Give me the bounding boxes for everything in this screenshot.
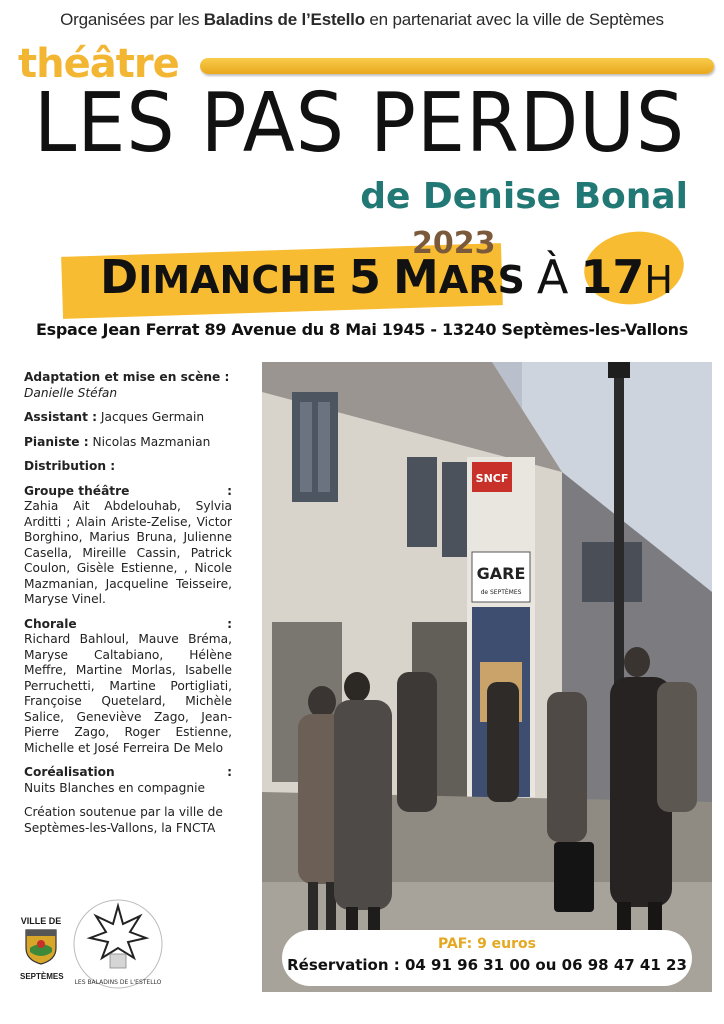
genre-label: théâtre bbox=[18, 41, 179, 87]
city-logo bbox=[20, 916, 62, 996]
city-logo-bottom: SEPTÈMES bbox=[20, 972, 64, 981]
date-line bbox=[100, 250, 673, 304]
paf-price: PAF: 9 euros bbox=[437, 936, 536, 952]
organizer-prefix: Organisées par les bbox=[60, 10, 204, 29]
organizer-name: Baladins de l’Estello bbox=[203, 10, 365, 29]
organizer-line bbox=[0, 10, 724, 30]
company-logo-text: LES BALADINS DE L'ESTELLO bbox=[74, 979, 162, 986]
group-members: Zahia Ait Abdelouhab, Sylvia Arditti ; Alain Ariste-Zelise, Victor Borghino, Marius Bruna, Julienne Casella, Mireille Cassin, Patrick Coulon, Gisèle Estienne, , Nicole Mazmanian, Jacqueline Teisseire, Maryse Vinel. bbox=[24, 499, 232, 606]
day-rest: IMANCHE bbox=[138, 258, 338, 302]
chorale-block bbox=[24, 617, 232, 757]
adaptation-value: Danielle Stéfan bbox=[24, 385, 118, 400]
assistant-value: Jacques Germain bbox=[97, 410, 205, 424]
day-initial: D bbox=[100, 250, 139, 304]
ticket-box bbox=[282, 930, 692, 986]
hour: 17 bbox=[580, 250, 645, 304]
assistant-block bbox=[24, 410, 232, 426]
group-colon: : bbox=[227, 483, 232, 498]
chorale-label-row bbox=[24, 617, 232, 633]
reservation-phone: Réservation : 04 91 96 31 00 ou 06 98 47 41 23 bbox=[287, 956, 687, 974]
organizer-suffix: en partenariat avec la ville de Septèmes bbox=[364, 10, 664, 29]
day-number: 5 bbox=[349, 250, 382, 304]
city-crest-icon bbox=[20, 926, 62, 966]
chorale-colon: : bbox=[227, 616, 232, 631]
venue-address: Espace Jean Ferrat 89 Avenue du 8 Mai 1945 - 13240 Septèmes-les-Vallons bbox=[36, 320, 688, 339]
support-text: Création soutenue par la ville de Septèmes-les-Vallons, la FNCTA bbox=[24, 805, 223, 835]
pianist-label: Pianiste : bbox=[24, 434, 89, 449]
gare-sign: GARE bbox=[476, 564, 526, 583]
credits-column bbox=[24, 370, 232, 845]
pianist-value: Nicolas Mazmanian bbox=[88, 434, 211, 449]
group-block bbox=[24, 484, 232, 608]
distribution-label: Distribution : bbox=[24, 459, 116, 473]
month-rest: ARS bbox=[438, 258, 525, 302]
group-label-row bbox=[24, 484, 232, 500]
chorale-label: Chorale bbox=[24, 616, 77, 631]
author-line: de Denise Bonal bbox=[360, 176, 688, 217]
group-label: Groupe théâtre bbox=[24, 483, 130, 498]
station-photo bbox=[262, 362, 712, 992]
assistant-label: Assistant : bbox=[24, 410, 98, 424]
chorale-members: Richard Bahloul, Mauve Bréma, Maryse Caltabiano, Hélène Meffre, Martine Morlas, Isabelle Perruchetti, Martine Portigliati, Françoise Quetelard, Michèle Salice, Geneviève Zago, Jean-Pierre Zago, Roger Estienne, Michelle et José Ferreira De Melo bbox=[24, 632, 232, 755]
sncf-sign: SNCF bbox=[475, 472, 509, 485]
play-title: LES PAS PERDUS bbox=[34, 74, 686, 171]
year: 2023 bbox=[412, 226, 496, 261]
corealisation-label: Coréalisation bbox=[24, 765, 115, 779]
corealisation-block bbox=[24, 765, 232, 796]
company-logo bbox=[70, 896, 166, 992]
city-logo-top: VILLE DE bbox=[20, 916, 62, 926]
at-word: À bbox=[536, 250, 569, 304]
gare-subsign: de SEPTÈMES bbox=[480, 589, 522, 596]
genre-bar bbox=[200, 58, 714, 74]
corealisation-value: Nuits Blanches en compagnie bbox=[24, 780, 205, 795]
station-illustration bbox=[262, 362, 712, 992]
month-initial: M bbox=[393, 250, 439, 304]
corealisation-label-row bbox=[24, 765, 232, 781]
pianist-block bbox=[24, 435, 232, 451]
adaptation-label: Adaptation et mise en scène : bbox=[24, 370, 230, 384]
adaptation-block bbox=[24, 370, 232, 401]
corealisation-colon: : bbox=[227, 765, 232, 779]
hour-suffix: H bbox=[644, 258, 673, 302]
